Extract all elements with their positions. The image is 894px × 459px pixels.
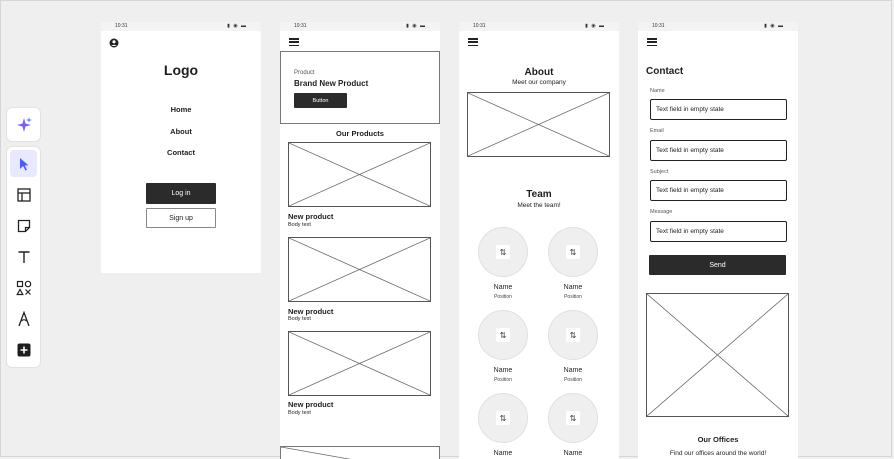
plus-icon [17, 343, 31, 357]
member-position: Position [564, 294, 582, 300]
phone-about [459, 22, 619, 459]
hero-button[interactable]: Button [294, 93, 347, 108]
swap-icon: ⇅ [566, 328, 580, 342]
pen-tool[interactable] [10, 305, 37, 332]
signup-button[interactable]: Sign up [146, 208, 216, 228]
text-icon [17, 250, 31, 264]
offices-title: Our Offices [697, 435, 739, 444]
member-name: Name [563, 367, 583, 374]
status-time: 10:31 [294, 23, 307, 29]
company-image [467, 92, 610, 157]
avatar[interactable] [548, 310, 598, 360]
footer-card [280, 446, 440, 459]
product-title: New product [288, 400, 334, 409]
template-icon [17, 188, 31, 202]
sticky-note-icon [17, 219, 31, 233]
status-bar [459, 22, 619, 31]
status-bar [638, 22, 798, 31]
products-title: Our Products [336, 129, 384, 138]
name-label: Name [650, 88, 665, 94]
account-icon[interactable] [109, 38, 119, 48]
status-time: 10:31 [473, 23, 486, 29]
team-title: Team [526, 189, 552, 200]
contact-title: Contact [646, 66, 684, 77]
signal-icon: ▮ ◉ ▬ [764, 23, 784, 29]
status-bar [280, 22, 440, 31]
signal-icon: ▮ ◉ ▬ [227, 23, 247, 29]
template-tool[interactable] [10, 181, 37, 208]
member-position: Position [494, 377, 512, 383]
swap-icon: ⇅ [496, 411, 510, 425]
member-position: Position [564, 377, 582, 383]
shapes-tool[interactable] [10, 274, 37, 301]
status-time: 10:31 [115, 23, 128, 29]
about-subtitle: Meet our company [512, 79, 566, 86]
swap-icon: ⇅ [496, 328, 510, 342]
product-body: Body text [288, 410, 311, 416]
ai-assist-button[interactable] [7, 108, 40, 141]
phone-contact [638, 22, 798, 459]
email-field[interactable]: Text field in empty state [650, 140, 787, 161]
avatar[interactable] [478, 310, 528, 360]
signal-icon: ▮ ◉ ▬ [406, 23, 426, 29]
subject-label: Subject [650, 169, 669, 175]
product-image [288, 331, 431, 396]
nav-home[interactable]: Home [170, 105, 192, 114]
text-tool[interactable] [10, 243, 37, 270]
menu-icon[interactable] [468, 38, 478, 46]
send-button[interactable]: Send [649, 255, 786, 275]
subject-field[interactable]: Text field in empty state [650, 180, 787, 201]
name-field[interactable]: Text field in empty state [650, 99, 787, 120]
swap-icon: ⇅ [566, 245, 580, 259]
email-label: Email [650, 128, 664, 134]
swap-icon: ⇅ [496, 245, 510, 259]
avatar[interactable] [478, 393, 528, 443]
avatar[interactable] [478, 227, 528, 277]
hero-card [280, 51, 440, 124]
nav-contact[interactable]: Contact [167, 148, 195, 157]
swap-icon: ⇅ [566, 411, 580, 425]
nav-about[interactable]: About [170, 127, 192, 136]
message-label: Message [650, 209, 673, 215]
product-body: Body text [288, 316, 311, 322]
signal-icon: ▮ ◉ ▬ [585, 23, 605, 29]
hero-title: Brand New Product [294, 79, 369, 88]
offices-subtitle: Find our offices around the world! [669, 450, 767, 457]
login-button[interactable]: Log in [146, 183, 216, 204]
select-tool[interactable] [10, 150, 37, 177]
cursor-icon [18, 157, 30, 171]
status-time: 10:31 [652, 23, 665, 29]
shapes-icon [16, 280, 32, 296]
phone-home [101, 22, 261, 273]
member-name: Name [493, 450, 513, 457]
product-title: New product [288, 307, 334, 316]
about-title: About [524, 67, 554, 78]
avatar[interactable] [548, 227, 598, 277]
product-body: Body text [288, 222, 311, 228]
phone-products [280, 22, 440, 459]
map-image [646, 293, 789, 417]
member-name: Name [563, 284, 583, 291]
more-tools-button[interactable] [10, 336, 37, 363]
member-position: Position [494, 294, 512, 300]
menu-icon[interactable] [289, 38, 299, 46]
menu-icon[interactable] [647, 38, 657, 46]
member-name: Name [493, 367, 513, 374]
sparkle-icon [15, 116, 33, 134]
avatar[interactable] [548, 393, 598, 443]
member-name: Name [493, 284, 513, 291]
product-image [288, 237, 431, 302]
pen-icon [17, 311, 31, 327]
team-subtitle: Meet the team! [517, 202, 561, 209]
logo: Logo [163, 62, 199, 78]
product-image [288, 142, 431, 207]
hero-label: Product [294, 70, 315, 76]
status-bar [101, 22, 261, 31]
tool-panel [7, 147, 40, 367]
sticky-note-tool[interactable] [10, 212, 37, 239]
product-title: New product [288, 212, 334, 221]
message-field[interactable]: Text field in empty state [650, 221, 787, 242]
member-name: Name [563, 450, 583, 457]
